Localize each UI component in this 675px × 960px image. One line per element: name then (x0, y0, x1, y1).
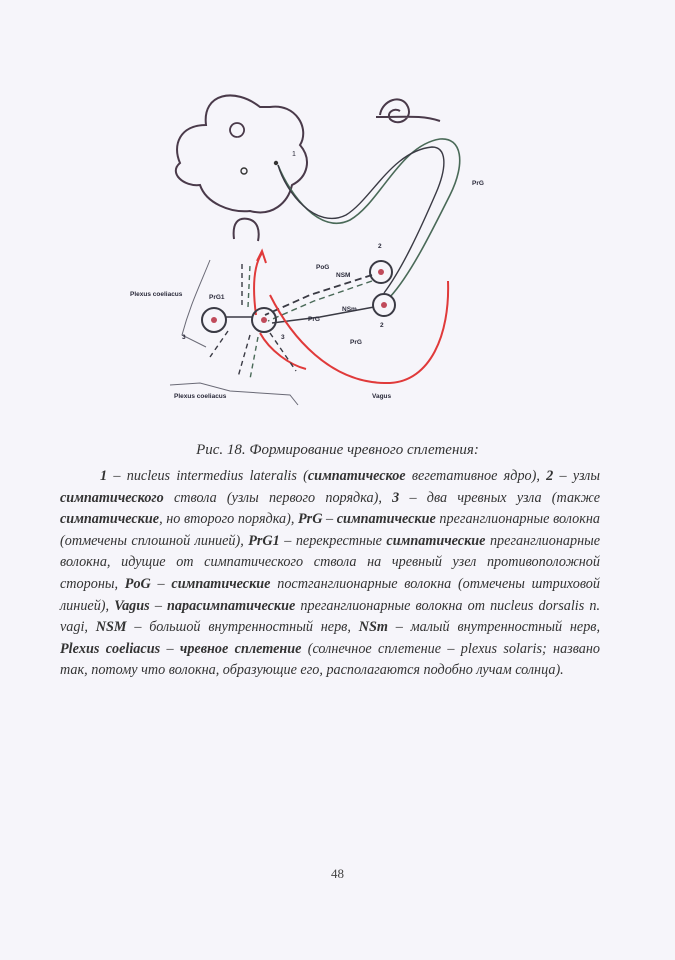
central-canal (241, 168, 247, 174)
description-text: преганглионарные волокна (отмечены сплошной линией), (60, 511, 600, 549)
label-prg1: PrG1 (209, 294, 225, 301)
label-prg-top: PrG (472, 180, 484, 187)
description-term: симпатического (60, 489, 164, 506)
description-term: Plexus coeliacus (60, 640, 161, 657)
ganglion-2-bottom-core (381, 302, 387, 308)
spinal-cord-outline (176, 95, 307, 212)
description-term: PrG (298, 511, 323, 528)
pog-down-arrow-1 (238, 335, 250, 377)
description-text: (солнечное сплетение – plexus solaris; названо так, потому что волокна, образующие его, располагаются подобно лучам солнца). (60, 640, 601, 679)
nsm-small-fiber (272, 307, 374, 323)
description-term: PrG1 (248, 532, 280, 549)
spinal-cord-central-canal-ring (230, 123, 244, 137)
description-term: симпатические (386, 532, 486, 549)
description-text: ствола (узлы первого порядка), (163, 489, 393, 506)
description-text: – два чревных узла (также (399, 489, 600, 506)
label-pog: PoG (316, 264, 330, 271)
description-term: PoG (124, 575, 151, 592)
description-text: – большой внутренностный нерв, (126, 619, 359, 636)
description-text: – малый внутренностный нерв, (387, 619, 600, 636)
description-text: – (160, 640, 180, 657)
label-prg-mid: PrG (308, 316, 320, 323)
description-term: симпатические (60, 511, 160, 528)
nsm-fiber-2 (268, 281, 372, 321)
description-text: преганглионарные волокна от nucleus dorsalis n. vagi, (60, 597, 601, 636)
description-term: NSM (95, 619, 127, 636)
pog-down-arrow-2 (250, 337, 258, 379)
description-term: парасимпатические (167, 597, 296, 614)
celiac-plexus-figure (110, 85, 530, 415)
figure-description (60, 466, 600, 682)
label-3-left: 3 (182, 334, 186, 341)
description-text: преганглионарные волокна, идущие от симпатического ствола на чревный узел противоположной стороны, (60, 532, 601, 592)
vagus-fiber-right (270, 281, 448, 383)
description-text: – nucleus intermedius lateralis ( (107, 468, 308, 484)
description-term: Vagus (114, 597, 150, 614)
description-term: 1 (100, 468, 108, 484)
description-term: 2 (546, 468, 554, 484)
page-number: 48 (331, 866, 344, 881)
description-term: NSm (358, 619, 388, 636)
description-text: – (149, 597, 168, 614)
description-text: – перекрестные (279, 532, 387, 549)
label-plexus-left: Plexus coeliacus (130, 291, 183, 298)
description-term: чревное сплетение (179, 640, 302, 657)
description-text: – (150, 575, 172, 592)
description-text: – узлы (553, 468, 600, 484)
label-2-top: 2 (378, 243, 382, 250)
plexus-outline-left (182, 260, 210, 347)
vagus-origin-glyph (376, 99, 440, 122)
description-term: симпатические (171, 575, 271, 592)
label-plexus-bottom: Plexus coeliacus (174, 393, 227, 400)
label-2-bottom: 2 (380, 322, 384, 329)
label-prg-bottom: PrG (350, 339, 362, 346)
description-text: , но второго порядка), (159, 511, 298, 528)
label-1: 1 (292, 151, 296, 158)
description-term: симпатическое (307, 468, 406, 484)
label-nsm-small: NSm (342, 306, 357, 313)
description-text: постганглионарные волокна (отмечены штриховой линией), (60, 575, 600, 614)
description-text: – (322, 511, 337, 528)
ganglion-2-top-core (378, 269, 384, 275)
celiac-ganglion-left-core (211, 317, 217, 323)
figure-diagram (110, 85, 530, 415)
label-vagus: Vagus (372, 393, 392, 400)
vagus-fiber-left (254, 253, 262, 315)
anterior-root (234, 219, 259, 241)
pog-up-arrow-2 (248, 265, 250, 307)
label-nsm: NSM (336, 272, 351, 279)
prg-fiber-outer (278, 139, 460, 297)
celiac-ganglion-right-core (261, 317, 267, 323)
description-text: вегетативное ядро), (405, 468, 547, 484)
prg-fiber-inner (278, 147, 444, 293)
nucleus-1-dot (274, 161, 278, 165)
pog-diag-arrow (210, 331, 228, 357)
description-term: 3 (392, 489, 400, 506)
label-3-right: 3 (281, 334, 285, 341)
description-term: симпатические (336, 511, 436, 528)
figure-caption: Рис. 18. Формирование чревного сплетения: (196, 442, 479, 458)
